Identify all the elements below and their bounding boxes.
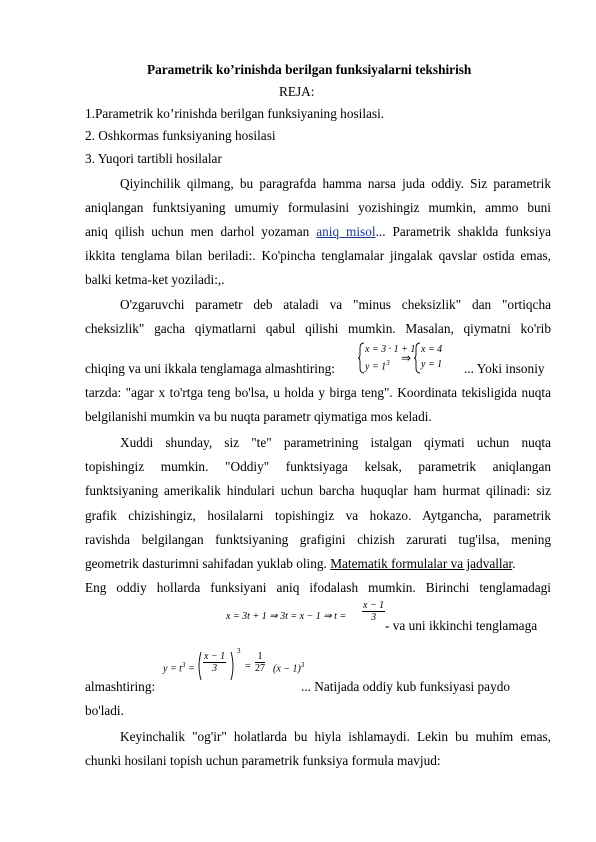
p3-line-3: funktsiyaning amerikalik hindulari uchun barcha huquqlar ham hurmat qilinadi: siz (85, 483, 551, 498)
system2-y: y = 1 (421, 359, 443, 370)
plan-item-1: 1.Parametrik ko’rinishda berilgan funksiyaning hosilasi. (85, 106, 385, 121)
p2-line-3: chiqing va uni ikkala tenglamaga almashtiring: (85, 361, 335, 376)
p5-line-1: Keyinchalik "og'ir" holatlarda bu hiyla ishlamaydi. Lekin bu muhim emas, (120, 729, 551, 744)
p5-line-2: chunki hosilani topish uchun parametrik funksiya formula mavjud: (85, 753, 441, 768)
cube-formula (163, 648, 313, 688)
implies-arrow: ⇒ (401, 351, 412, 365)
p2-line-3-tail: ... Yoki insoniy (464, 361, 545, 376)
system1-y: $y = 1^3$ (365, 359, 390, 373)
system2-x: x = 4 (421, 344, 443, 355)
cube-equals: = (245, 661, 251, 672)
p1-line-5: balki ketma-ket yoziladi:,. (85, 272, 225, 287)
formulas-tables-link[interactable]: Matematik formulalar va jadvallar (330, 556, 513, 571)
express-t-chain: x = 3t + 1 ⇒ 3t = x − 1 ⇒ t = (226, 611, 347, 622)
p4-line-3-tail: ... Natijada oddiy kub funksiyasi paydo (301, 679, 511, 694)
cube-fraction: $\frac{x - 1}{3}$ (204, 651, 226, 674)
system-formula (358, 341, 462, 375)
plan-item-2: 2. Oshkormas funksiyaning hosilasi (85, 128, 276, 143)
p3-line-4: grafik chizishingiz, hosilalarni topishingiz va hokazo. Aytgancha, parametrik (85, 508, 551, 523)
p4-line-3: almashtiring: (85, 679, 156, 694)
p3-line-2: topishingiz mumkin. "Oddiy" funktsiyaga kelsak, parametrik aniqlangan (85, 459, 551, 474)
p2-line-2: cheksizlik" gacha qiymatlarni qabul qilishi mumkin. Masalan, qiymatni ko'rib (85, 321, 551, 336)
p2-line-4: tarzda: "agar x to'rtga teng bo'lsa, u holda y birga teng". Koordinata tekisligida nuqta (85, 385, 551, 400)
plan-item-3: 3. Yuqori tartibli hosilalar (85, 151, 222, 166)
p3-line-6 (85, 556, 516, 572)
p2-line-1: O'zgaruvchi parametr deb ataladi va "minus cheksizlik" dan "ortiqcha (120, 297, 551, 312)
p1-line-3-text: aniq qilish uchun men darhol yozaman (85, 224, 317, 239)
p1-line-4: ikkita tenglama bilan beriladi:. Ko'pincha tenglamalar jingalak qavslar ostida emas, (85, 248, 551, 263)
plan-heading: REJA: (279, 84, 315, 99)
p4-line-4: bo'ladi. (85, 703, 124, 718)
express-t-fraction: $\frac{x - 1}{3}$ (363, 600, 385, 623)
cube-exponent: 3 (237, 647, 241, 655)
p1-line-2: aniqlangan funktsiyaning umumiy formulasini yozishingiz mumkin, ammo buni (85, 200, 551, 215)
p4-line-2-tail: - va uni ikkinchi tenglamaga (385, 618, 538, 633)
p1-line-1: Qiyinchilik qilmang, bu paragrafda hamma narsa juda oddiy. Siz parametrik (120, 176, 551, 191)
p1-line-3-tail: ... Parametrik shaklda funksiya (375, 224, 551, 239)
cube-coefficient: $\frac{1}{27}$ (255, 651, 265, 674)
cube-tail: $(x - 1)^3$ (273, 661, 305, 675)
p3-line-1: Xuddi shunday, siz "te" parametrining istalgan qiymati uchun nuqta (120, 435, 551, 450)
cube-lhs: $y = t^3$ = (163, 661, 195, 675)
p3-line-6-text: geometrik dasturimni sahifadan yuklab oling. (85, 556, 331, 571)
p3-line-5: ravishda belgilangan funktsiyaning grafigini chizish zarurati tug'ilsa, mening (85, 532, 551, 547)
aniq-misol-link[interactable]: aniq misol (316, 224, 376, 239)
p3-line-6-tail: . (512, 556, 516, 571)
page-title: Parametrik ko’rinishda berilgan funksiyalarni tekshirish (147, 62, 472, 77)
p2-line-5: belgilanishi mumkin va bu nuqta parametr qiymatiga mos keladi. (85, 409, 432, 424)
system1-x: x = 3 · 1 + 1 (365, 344, 416, 355)
p1-line-3 (85, 224, 551, 240)
p4-line-1: Eng oddiy hollarda funksiyani aniq ifodalash mumkin. Birinchi tenglamadagi (85, 580, 551, 595)
